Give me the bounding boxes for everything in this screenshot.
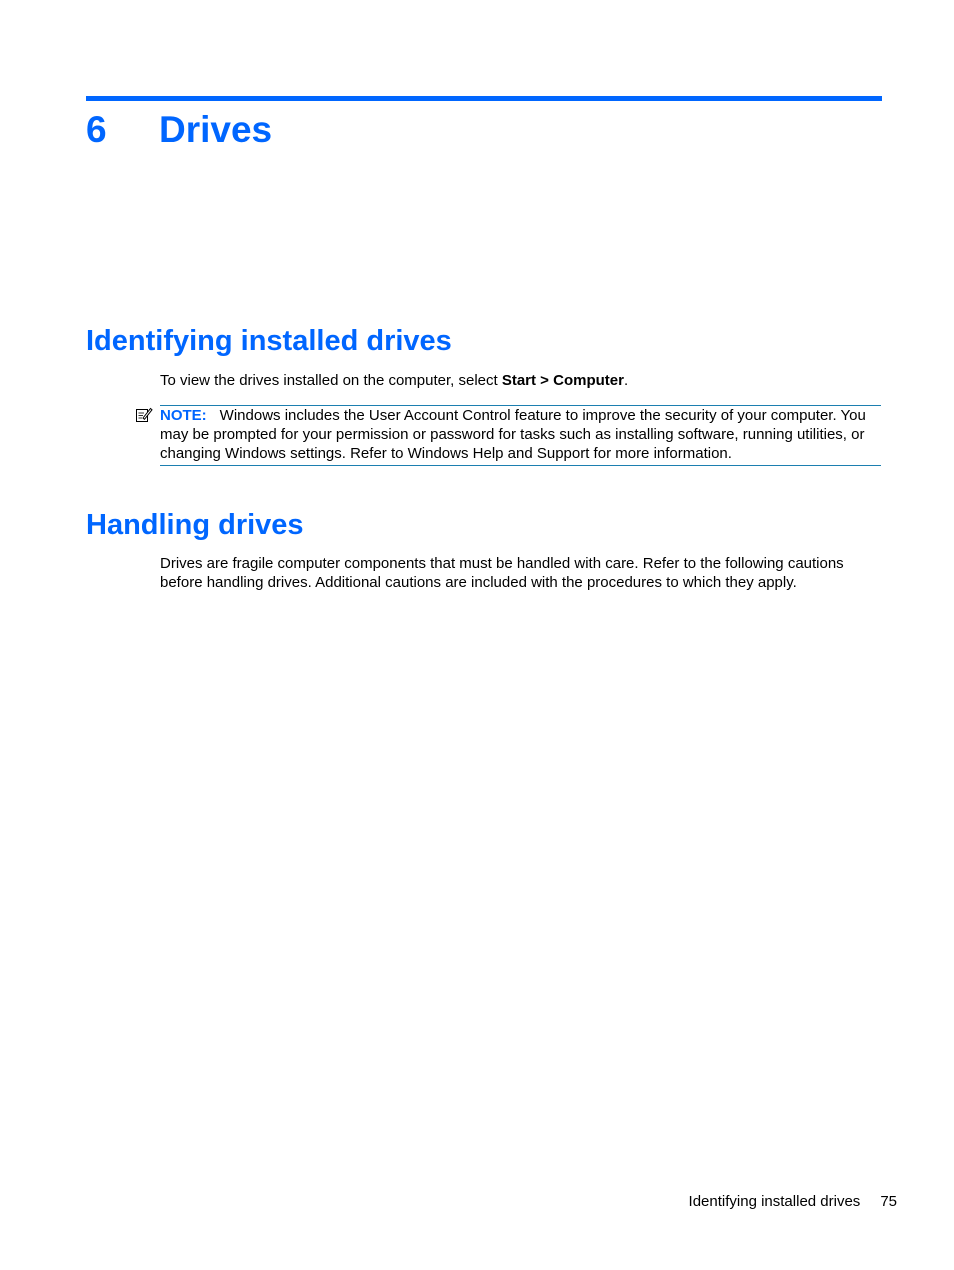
intro-end: .	[623, 372, 629, 389]
handling-body: Drives are fragile computer components that must be handled with care. Refer to the following cautions before handling drives. Additional cautions are included with the procedures to which they apply.	[160, 555, 844, 591]
identifying-intro	[160, 371, 882, 390]
section-heading-identifying: Identifying installed drives	[86, 325, 452, 357]
chapter-name: Drives	[159, 109, 273, 150]
intro-text: To view the drives installed on the computer, select	[160, 372, 502, 389]
page-number: 75	[880, 1193, 897, 1210]
note-body: Windows includes the User Account Control feature to improve the security of your computer. You may be prompted for your permission or password for tasks such as installing software, running utilities, or changing Windows settings. Refer to Windows Help and Support for more information.	[160, 407, 866, 462]
footer-section: Identifying installed drives	[688, 1193, 861, 1210]
section-heading-handling: Handling drives	[86, 509, 304, 541]
intro-menu-path: Start > Computer	[501, 372, 624, 389]
chapter-rule	[86, 96, 882, 101]
note-pencil-icon	[135, 406, 153, 424]
note-box	[160, 405, 881, 466]
chapter-number: 6	[86, 109, 107, 150]
note-label: NOTE:	[160, 407, 207, 424]
note-text	[160, 406, 881, 463]
chapter-title	[86, 106, 272, 154]
page-footer	[689, 1192, 897, 1211]
